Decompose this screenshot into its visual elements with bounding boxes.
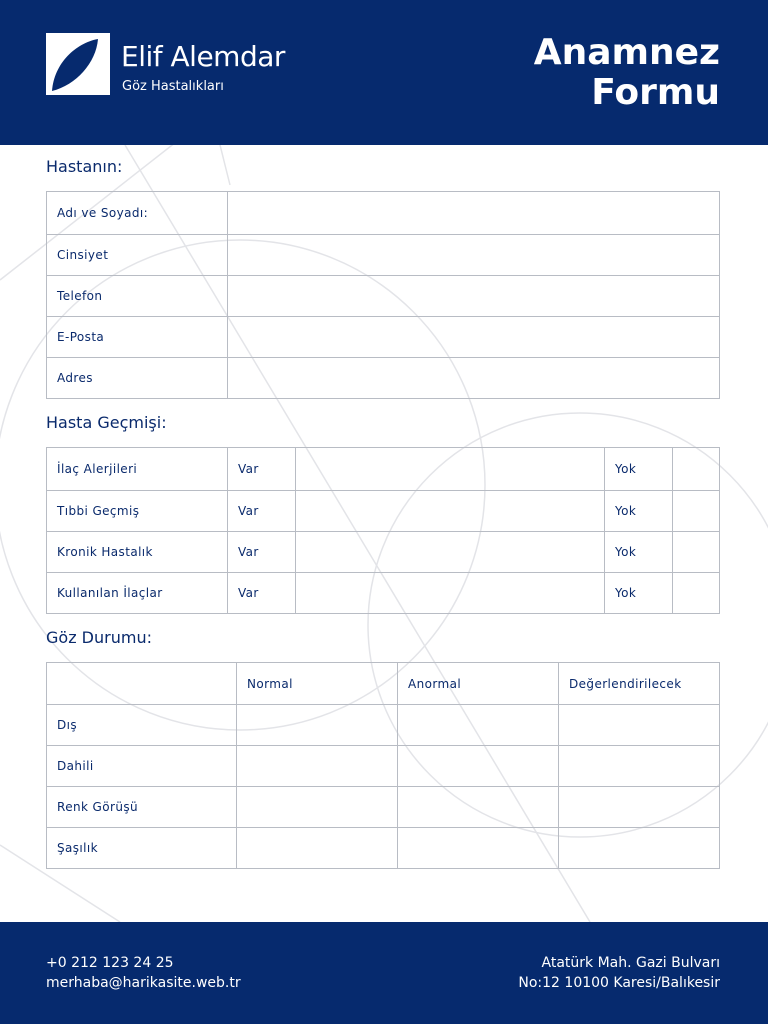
gender-input[interactable] [228,235,720,276]
eye-section-label: Göz Durumu: [46,628,152,647]
email-input[interactable] [228,317,720,358]
history-label: İlaç Alerjileri [47,448,228,491]
table-row [47,235,720,276]
table-header-row [47,663,720,705]
history-table [46,447,720,614]
history-detail-input[interactable] [296,532,605,573]
history-section-label: Hasta Geçmişi: [46,413,167,432]
title-line-2: Formu [591,72,720,113]
table-row [47,358,720,399]
history-detail-input[interactable] [296,448,605,491]
no-label: Yok [605,573,673,614]
history-label: Kullanılan İlaçlar [47,573,228,614]
abnormal-cell[interactable] [398,828,559,869]
abnormal-cell[interactable] [398,705,559,746]
to-evaluate-cell[interactable] [559,705,720,746]
yes-label: Var [228,491,296,532]
field-label: Cinsiyet [47,235,228,276]
table-row [47,276,720,317]
history-label: Kronik Hastalık [47,532,228,573]
yes-label: Var [228,448,296,491]
field-label: Adres [47,358,228,399]
column-header: Anormal [398,663,559,705]
footer-phone: +0 212 123 24 25 [46,955,174,971]
column-header: Normal [237,663,398,705]
no-checkbox[interactable] [673,532,720,573]
table-row [47,317,720,358]
patient-section-label: Hastanın: [46,157,123,176]
normal-cell[interactable] [237,746,398,787]
no-label: Yok [605,491,673,532]
patient-table [46,191,720,399]
page-title [534,33,720,113]
table-row [47,491,720,532]
table-row [47,192,720,235]
to-evaluate-cell[interactable] [559,828,720,869]
no-checkbox[interactable] [673,491,720,532]
footer-bar [0,922,768,1024]
table-row [47,746,720,787]
header-bar [0,0,768,145]
normal-cell[interactable] [237,828,398,869]
table-row [47,532,720,573]
address-input[interactable] [228,358,720,399]
table-row [47,705,720,746]
history-detail-input[interactable] [296,491,605,532]
no-checkbox[interactable] [673,448,720,491]
table-row [47,787,720,828]
eye-row-label: Şaşılık [47,828,237,869]
column-header: Değerlendirilecek [559,663,720,705]
brand-subtitle: Göz Hastalıkları [122,79,224,94]
normal-cell[interactable] [237,705,398,746]
history-label: Tıbbi Geçmiş [47,491,228,532]
footer-email: merhaba@harikasite.web.tr [46,975,241,991]
eye-row-label: Dahili [47,746,237,787]
eye-row-label: Renk Görüşü [47,787,237,828]
no-label: Yok [605,532,673,573]
to-evaluate-cell[interactable] [559,787,720,828]
name-input[interactable] [228,192,720,235]
phone-input[interactable] [228,276,720,317]
yes-label: Var [228,573,296,614]
title-line-1: Anamnez [533,32,720,73]
footer-contact [46,953,241,993]
table-row [47,448,720,491]
abnormal-cell[interactable] [398,787,559,828]
normal-cell[interactable] [237,787,398,828]
empty-header-cell [47,663,237,705]
brand-name: Elif Alemdar [121,40,285,73]
abnormal-cell[interactable] [398,746,559,787]
footer-address-line-1: Atatürk Mah. Gazi Bulvarı [541,955,720,971]
no-label: Yok [605,448,673,491]
history-detail-input[interactable] [296,573,605,614]
to-evaluate-cell[interactable] [559,746,720,787]
table-row [47,573,720,614]
footer-address [518,953,720,993]
footer-address-line-2: No:12 10100 Karesi/Balıkesir [518,975,720,991]
yes-label: Var [228,532,296,573]
eye-table [46,662,720,869]
field-label: Telefon [47,276,228,317]
eye-row-label: Dış [47,705,237,746]
field-label: E-Posta [47,317,228,358]
table-row [47,828,720,869]
no-checkbox[interactable] [673,573,720,614]
brand-logo-icon [46,33,110,95]
field-label: Adı ve Soyadı: [47,192,228,235]
